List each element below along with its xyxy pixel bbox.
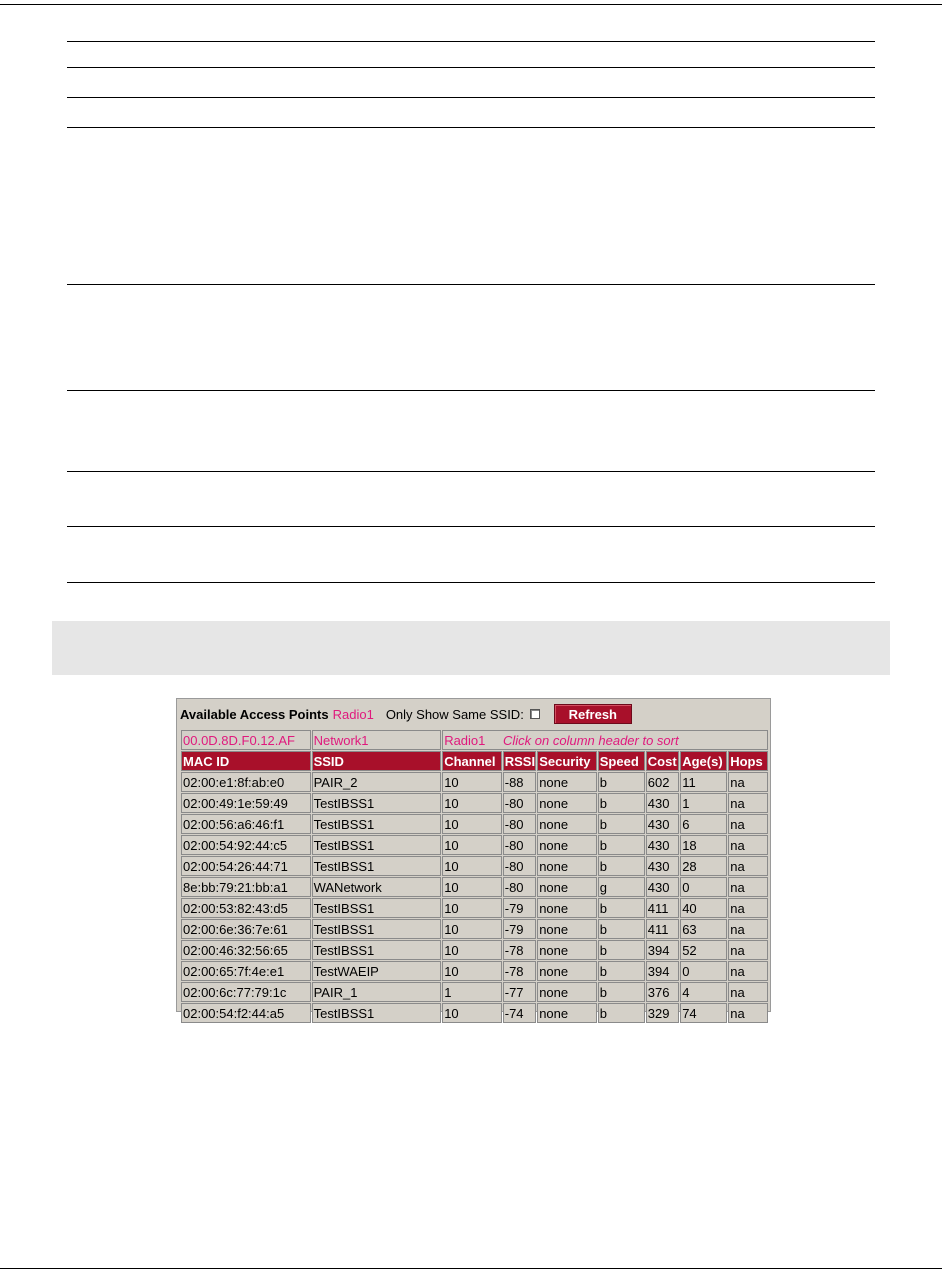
info-radio: Radio1: [444, 732, 486, 748]
divider: [67, 67, 875, 68]
table-cell: 10: [442, 940, 502, 960]
table-cell: na: [728, 877, 768, 897]
table-row: [181, 940, 768, 960]
table-cell: -78: [503, 961, 536, 981]
table-cell: TestIBSS1: [312, 940, 442, 960]
only-same-ssid-checkbox[interactable]: [530, 709, 540, 719]
table-cell: TestIBSS1: [312, 814, 442, 834]
header-row: [181, 751, 768, 771]
table-cell: 430: [646, 877, 679, 897]
table-cell: 4: [680, 982, 727, 1002]
table-row: [181, 961, 768, 981]
table-cell: -80: [503, 877, 536, 897]
table-cell: TestIBSS1: [312, 1003, 442, 1023]
divider: [67, 582, 875, 583]
table-cell: 10: [442, 877, 502, 897]
table-cell: 02:00:46:32:56:65: [181, 940, 311, 960]
table-cell: TestIBSS1: [312, 898, 442, 918]
table-cell: 0: [680, 877, 727, 897]
page-bottom-rule: [0, 1268, 942, 1269]
table-cell: 02:00:65:7f:4e:e1: [181, 961, 311, 981]
table-cell: b: [598, 919, 645, 939]
table-cell: -79: [503, 898, 536, 918]
divider: [67, 526, 875, 527]
table-cell: PAIR_2: [312, 772, 442, 792]
table-cell: none: [537, 961, 597, 981]
table-cell: b: [598, 793, 645, 813]
table-cell: none: [537, 877, 597, 897]
table-cell: b: [598, 961, 645, 981]
table-cell: WANetwork: [312, 877, 442, 897]
table-row: [181, 835, 768, 855]
column-header-age-s[interactable]: Age(s): [680, 751, 727, 771]
table-cell: b: [598, 940, 645, 960]
table-cell: na: [728, 772, 768, 792]
sort-hint: Click on column header to sort: [503, 732, 679, 748]
table-cell: none: [537, 940, 597, 960]
table-cell: none: [537, 919, 597, 939]
available-access-points-panel: [176, 698, 771, 1021]
column-header-hops[interactable]: Hops: [728, 751, 768, 771]
table-cell: 10: [442, 793, 502, 813]
table-cell: 430: [646, 835, 679, 855]
column-header-speed[interactable]: Speed: [598, 751, 645, 771]
table-cell: b: [598, 982, 645, 1002]
refresh-button[interactable]: Refresh: [554, 704, 632, 724]
table-cell: 10: [442, 835, 502, 855]
table-cell: none: [537, 772, 597, 792]
page-top-rule: [0, 4, 942, 5]
table-cell: 8e:bb:79:21:bb:a1: [181, 877, 311, 897]
table-cell: 10: [442, 772, 502, 792]
table-cell: 11: [680, 772, 727, 792]
table-cell: 430: [646, 856, 679, 876]
table-cell: 430: [646, 793, 679, 813]
table-cell: g: [598, 877, 645, 897]
access-points-table: [180, 729, 769, 1024]
table-cell: none: [537, 814, 597, 834]
column-header-rssi[interactable]: RSSI: [503, 751, 536, 771]
column-header-ssid[interactable]: SSID: [312, 751, 442, 771]
table-cell: 02:00:56:a6:46:f1: [181, 814, 311, 834]
divider: [67, 284, 875, 285]
table-cell: TestIBSS1: [312, 835, 442, 855]
table-cell: -77: [503, 982, 536, 1002]
column-header-channel[interactable]: Channel: [442, 751, 502, 771]
table-cell: b: [598, 835, 645, 855]
table-cell: na: [728, 793, 768, 813]
table-cell: 02:00:49:1e:59:49: [181, 793, 311, 813]
table-cell: 02:00:54:92:44:c5: [181, 835, 311, 855]
column-header-cost[interactable]: Cost: [646, 751, 679, 771]
table-cell: 02:00:54:26:44:71: [181, 856, 311, 876]
table-cell: TestIBSS1: [312, 856, 442, 876]
table-cell: none: [537, 982, 597, 1002]
table-row: [181, 793, 768, 813]
table-cell: na: [728, 814, 768, 834]
table-cell: na: [728, 940, 768, 960]
table-cell: -80: [503, 835, 536, 855]
table-cell: 18: [680, 835, 727, 855]
table-cell: na: [728, 898, 768, 918]
table-row: [181, 1003, 768, 1023]
table-cell: TestWAEIP: [312, 961, 442, 981]
table-cell: 376: [646, 982, 679, 1002]
table-cell: -88: [503, 772, 536, 792]
table-cell: -74: [503, 1003, 536, 1023]
table-cell: na: [728, 856, 768, 876]
divider: [67, 390, 875, 391]
table-cell: 40: [680, 898, 727, 918]
table-cell: na: [728, 982, 768, 1002]
divider: [67, 41, 875, 42]
table-cell: 1: [442, 982, 502, 1002]
table-cell: none: [537, 1003, 597, 1023]
table-row: [181, 877, 768, 897]
table-cell: -78: [503, 940, 536, 960]
table-cell: na: [728, 1003, 768, 1023]
column-header-mac-id[interactable]: MAC ID: [181, 751, 311, 771]
column-header-security[interactable]: Security: [537, 751, 597, 771]
table-cell: 411: [646, 919, 679, 939]
table-cell: 430: [646, 814, 679, 834]
info-network: Network1: [312, 730, 442, 750]
table-cell: -80: [503, 814, 536, 834]
table-cell: 02:00:54:f2:44:a5: [181, 1003, 311, 1023]
table-cell: 10: [442, 814, 502, 834]
table-row: [181, 772, 768, 792]
table-cell: 6: [680, 814, 727, 834]
table-cell: 394: [646, 961, 679, 981]
table-cell: 52: [680, 940, 727, 960]
table-row: [181, 919, 768, 939]
table-cell: none: [537, 835, 597, 855]
table-cell: none: [537, 856, 597, 876]
table-row: [181, 814, 768, 834]
table-cell: na: [728, 919, 768, 939]
table-cell: b: [598, 856, 645, 876]
info-row: [181, 730, 768, 750]
table-row: [181, 856, 768, 876]
table-cell: TestIBSS1: [312, 919, 442, 939]
panel-radio-label: Radio1: [332, 706, 374, 722]
table-cell: -80: [503, 856, 536, 876]
table-cell: -80: [503, 793, 536, 813]
table-cell: 602: [646, 772, 679, 792]
table-cell: na: [728, 961, 768, 981]
table-cell: 10: [442, 898, 502, 918]
divider: [67, 471, 875, 472]
table-cell: 02:00:53:82:43:d5: [181, 898, 311, 918]
table-cell: na: [728, 835, 768, 855]
table-cell: PAIR_1: [312, 982, 442, 1002]
table-cell: b: [598, 772, 645, 792]
table-cell: none: [537, 898, 597, 918]
table-cell: 02:00:e1:8f:ab:e0: [181, 772, 311, 792]
info-mac: 00.0D.8D.F0.12.AF: [181, 730, 311, 750]
divider: [67, 127, 875, 128]
divider: [67, 97, 875, 98]
table-cell: 74: [680, 1003, 727, 1023]
table-row: [181, 898, 768, 918]
table-cell: 10: [442, 919, 502, 939]
table-cell: b: [598, 1003, 645, 1023]
table-cell: 1: [680, 793, 727, 813]
table-cell: 10: [442, 1003, 502, 1023]
info-radio-hint: [442, 730, 768, 750]
table-cell: 0: [680, 961, 727, 981]
only-same-ssid-label: Only Show Same SSID:: [385, 706, 524, 722]
panel-title: Available Access Points: [180, 706, 329, 722]
table-cell: 28: [680, 856, 727, 876]
table-cell: 02:00:6c:77:79:1c: [181, 982, 311, 1002]
table-cell: 63: [680, 919, 727, 939]
table-row: [181, 982, 768, 1002]
table-cell: -79: [503, 919, 536, 939]
ap-toolbar: [180, 703, 767, 725]
table-cell: b: [598, 898, 645, 918]
table-cell: 02:00:6e:36:7e:61: [181, 919, 311, 939]
table-cell: none: [537, 793, 597, 813]
table-cell: TestIBSS1: [312, 793, 442, 813]
table-cell: 411: [646, 898, 679, 918]
table-cell: 394: [646, 940, 679, 960]
table-cell: 10: [442, 961, 502, 981]
table-cell: b: [598, 814, 645, 834]
table-cell: 329: [646, 1003, 679, 1023]
table-cell: 10: [442, 856, 502, 876]
gray-band: [52, 621, 890, 675]
